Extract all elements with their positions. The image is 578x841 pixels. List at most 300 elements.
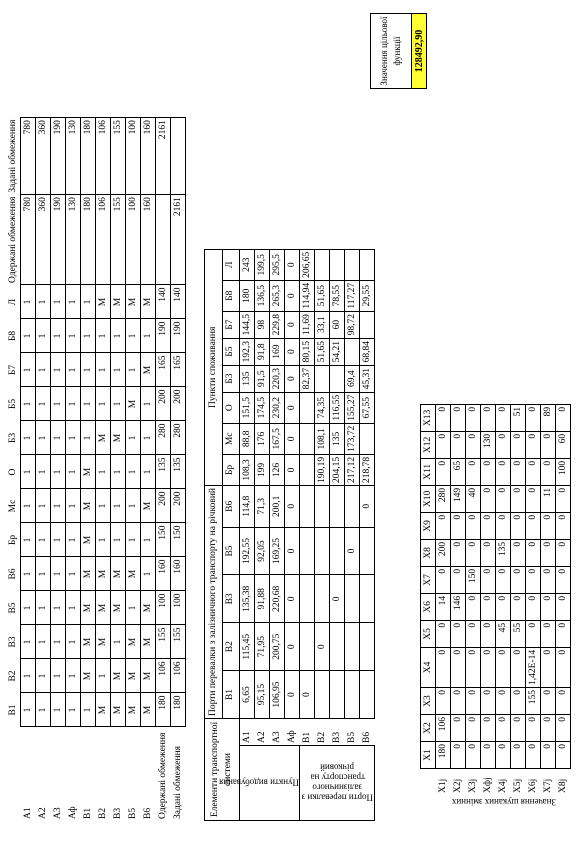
variable-value: 0 (556, 593, 571, 620)
variable-value: 0 (556, 512, 571, 539)
cost-value: 51,65 (315, 280, 330, 311)
odoverzh-row (156, 118, 171, 821)
col-header: Б8 (7, 330, 18, 342)
variable-value: 0 (496, 404, 511, 431)
col-header: X12 (421, 431, 436, 458)
col-header: Мс (7, 499, 18, 513)
cell-value: 1 (36, 319, 51, 353)
variable-value: 0 (451, 512, 466, 539)
cell-value: 1 (111, 319, 126, 353)
cost-value: 155,27 (345, 392, 360, 423)
cost-value: 180 (240, 280, 255, 311)
variable-value: 180 (436, 742, 451, 769)
odoverzh-value: 150 (156, 523, 171, 557)
odoverzh-value: 200 (156, 489, 171, 523)
cost-value: 74,35 (315, 392, 330, 423)
variable-value: 0 (481, 512, 496, 539)
row-label: B5 (346, 731, 357, 743)
cost-value: 71,95 (255, 623, 270, 671)
col-header: О (7, 468, 18, 476)
variable-value: 0 (526, 539, 541, 566)
cell-value: M (111, 591, 126, 625)
right-zadani: 360 (36, 118, 51, 195)
cost-value: 0 (285, 338, 300, 365)
cell-value: M (111, 285, 126, 319)
cell-value: 1 (66, 387, 81, 421)
cost-row (360, 249, 375, 820)
cost-value: 265,3 (270, 280, 285, 311)
cost-value: 0 (285, 575, 300, 623)
cost-value (360, 311, 375, 338)
cost-value (315, 671, 330, 719)
cost-value: 135 (240, 365, 255, 392)
cost-row (300, 249, 315, 820)
cell-value: 1 (36, 693, 51, 727)
right-zadani: 155 (111, 118, 126, 195)
cost-value: 0 (285, 527, 300, 575)
cell-value: 1 (126, 523, 141, 557)
cost-value: 0 (285, 365, 300, 392)
cost-value: 144,5 (240, 311, 255, 338)
col-header: B1 (7, 704, 18, 716)
cost-value: 69,4 (345, 365, 360, 392)
cost-value: 0 (285, 423, 300, 454)
variable-value: 0 (466, 742, 481, 769)
cell-value: 1 (51, 591, 66, 625)
variable-value: 0 (541, 566, 556, 593)
cell-value: 1 (36, 523, 51, 557)
variable-value: 0 (436, 620, 451, 647)
cell-value: 1 (126, 421, 141, 455)
cost-value: 98,72 (345, 311, 360, 338)
cell-value: 1 (21, 693, 36, 727)
row-label: B1 (82, 807, 93, 819)
col-header: X3 (421, 688, 436, 715)
cell-value: M (81, 523, 96, 557)
cost-value (345, 249, 360, 280)
variable-value: 0 (496, 593, 511, 620)
zadani-value: 150 (171, 523, 186, 557)
cell-value: M (141, 625, 156, 659)
cell-value: 1 (21, 591, 36, 625)
cell-value: 1 (141, 387, 156, 421)
cell-value: 1 (51, 557, 66, 591)
zadani-row (171, 118, 186, 821)
variable-row (496, 404, 511, 821)
cost-value (300, 623, 315, 671)
cell-value: 1 (36, 455, 51, 489)
variable-value: 0 (496, 742, 511, 769)
cost-value: 98 (255, 311, 270, 338)
zadani-value: 100 (171, 591, 186, 625)
zadani-value: 200 (171, 489, 186, 523)
ports-head: Порти перевалки з залізничного транспорту на річковий (205, 486, 223, 719)
cell-value: 1 (36, 557, 51, 591)
cell-value: M (126, 659, 141, 693)
cell-value: 1 (81, 421, 96, 455)
variable-value: 0 (511, 742, 526, 769)
row-label: X3j (467, 778, 478, 793)
cell-value: 1 (126, 489, 141, 523)
cell-value: M (126, 285, 141, 319)
cell-value: 1 (66, 421, 81, 455)
cell-value: 1 (21, 625, 36, 659)
cell-value: M (126, 557, 141, 591)
cost-value: 199,5 (255, 249, 270, 280)
variable-row (526, 404, 541, 821)
right-odoverzh: 106 (96, 195, 111, 285)
variable-row (556, 404, 571, 821)
cell-value: M (126, 625, 141, 659)
cell-value: 1 (66, 693, 81, 727)
cost-value (315, 527, 330, 575)
variable-value: 0 (451, 539, 466, 566)
cost-value: 29,55 (360, 280, 375, 311)
variable-value: 0 (451, 688, 466, 715)
cell-value: 1 (21, 353, 36, 387)
variable-value: 0 (466, 539, 481, 566)
cell-value: 1 (51, 421, 66, 455)
variable-value: 0 (466, 431, 481, 458)
cost-value: 295,5 (270, 249, 285, 280)
cost-value: 126 (270, 454, 285, 485)
variable-value: 11 (541, 485, 556, 512)
constraint-row (66, 118, 81, 821)
empty-cell (421, 769, 436, 796)
cell-value: 1 (36, 591, 51, 625)
variable-value: 0 (526, 431, 541, 458)
cost-row (270, 249, 285, 820)
objective-box (370, 13, 427, 89)
variable-value: 0 (466, 458, 481, 485)
constraint-row (81, 118, 96, 821)
col-header: X4 (421, 647, 436, 687)
odoverzh-value: 135 (156, 455, 171, 489)
variable-value: 0 (496, 715, 511, 742)
variable-value: 150 (466, 566, 481, 593)
costs-table (204, 249, 375, 821)
cell-value: 1 (36, 625, 51, 659)
cost-value: 78,55 (330, 280, 345, 311)
variable-value: 0 (481, 593, 496, 620)
variable-value: 0 (496, 485, 511, 512)
variable-value: 0 (481, 539, 496, 566)
cost-value: 71,3 (255, 486, 270, 528)
variable-value: 0 (541, 593, 556, 620)
col-header: X10 (421, 485, 436, 512)
col-header: Б3 (222, 365, 240, 392)
variable-value: 0 (511, 539, 526, 566)
cost-value: 80,15 (300, 338, 315, 365)
variable-value: 0 (436, 431, 451, 458)
variable-row (511, 404, 526, 821)
variable-row (481, 404, 496, 821)
right-zadani: 160 (141, 118, 156, 195)
cell-value: 1 (36, 421, 51, 455)
consumers-head: Пункти споживання (205, 249, 223, 485)
constraints-section (6, 117, 186, 821)
row-label: B3 (112, 807, 123, 819)
cost-value: 0 (330, 575, 345, 623)
variable-value: 89 (541, 404, 556, 431)
cost-value: 230,2 (270, 392, 285, 423)
right-zadani: 100 (126, 118, 141, 195)
cost-value (330, 623, 345, 671)
variable-value: 0 (556, 715, 571, 742)
right-head-2: Задані обмеження (7, 119, 18, 193)
cost-value (330, 249, 345, 280)
variable-value: 0 (451, 647, 466, 687)
cost-value: 117,27 (345, 280, 360, 311)
cost-value: 91,8 (255, 338, 270, 365)
variable-value: 0 (511, 431, 526, 458)
col-header: B1 (222, 671, 240, 719)
right-odoverzh: 780 (21, 195, 36, 285)
cell-value: 1 (111, 353, 126, 387)
variable-value: 0 (526, 742, 541, 769)
right-zadani: 780 (21, 118, 36, 195)
cell-value: M (96, 421, 111, 455)
col-header: X9 (421, 512, 436, 539)
cost-value: 116,55 (330, 392, 345, 423)
variable-value: 0 (481, 620, 496, 647)
variable-value: 0 (451, 620, 466, 647)
cost-value (360, 527, 375, 575)
odoverzh-value: 200 (156, 387, 171, 421)
zadani-value: 180 (171, 693, 186, 727)
variable-value: 0 (466, 404, 481, 431)
variable-value: 0 (496, 431, 511, 458)
cell-value: M (126, 387, 141, 421)
variable-value: 0 (496, 688, 511, 715)
cell-value: M (126, 693, 141, 727)
col-header: B5 (222, 527, 240, 575)
variable-value: 0 (556, 647, 571, 687)
variable-value: 0 (526, 458, 541, 485)
constraints-body (21, 118, 186, 821)
cell-value: 1 (51, 455, 66, 489)
row-label: B5 (127, 807, 138, 819)
odoverzh-value: 165 (156, 353, 171, 387)
col-header: Л (222, 249, 240, 280)
cost-value: 199 (255, 454, 270, 485)
variable-value: 0 (541, 647, 556, 687)
empty-cell (171, 118, 186, 195)
variable-value: 0 (481, 485, 496, 512)
zadani-value: 135 (171, 455, 186, 489)
variable-value: 0 (511, 688, 526, 715)
cell-value: 1 (96, 319, 111, 353)
cost-value: 200,1 (270, 486, 285, 528)
cost-value (330, 671, 345, 719)
variables-table (420, 404, 571, 821)
col-header: Бр (222, 454, 240, 485)
cell-value: 1 (126, 591, 141, 625)
row-label: B1 (301, 731, 312, 743)
variable-value: 0 (511, 458, 526, 485)
cell-value: 1 (96, 387, 111, 421)
variable-value: 55 (511, 620, 526, 647)
constraint-row (141, 118, 156, 821)
costs-head-row-1 (205, 249, 223, 820)
cell-value: 1 (111, 387, 126, 421)
cost-value: 169 (270, 338, 285, 365)
cell-value: M (81, 455, 96, 489)
cell-value: 1 (96, 455, 111, 489)
col-header: B3 (222, 575, 240, 623)
variable-value: 0 (556, 566, 571, 593)
costs-section (204, 249, 375, 821)
cost-value: 217,12 (345, 454, 360, 485)
cell-value: M (141, 285, 156, 319)
cost-value: 243 (240, 249, 255, 280)
right-zadani: 180 (81, 118, 96, 195)
cell-value: 1 (141, 557, 156, 591)
cost-value: 106,95 (270, 671, 285, 719)
cell-value: 1 (111, 489, 126, 523)
cost-value: 0 (285, 623, 300, 671)
right-odoverzh: 180 (81, 195, 96, 285)
constraint-row (21, 118, 36, 821)
row-label: A2 (37, 807, 48, 819)
col-header: X13 (421, 404, 436, 431)
cost-value: 229,8 (270, 311, 285, 338)
col-header: Бр (7, 534, 18, 546)
cost-value (315, 365, 330, 392)
variable-value: 149 (451, 485, 466, 512)
variable-value: 0 (496, 458, 511, 485)
variable-value: 0 (541, 512, 556, 539)
odoverzh-value: 155 (156, 625, 171, 659)
variable-value: 0 (556, 620, 571, 647)
variable-value: 200 (436, 539, 451, 566)
col-header: Мс (222, 423, 240, 454)
cost-value (300, 423, 315, 454)
cell-value: 1 (81, 285, 96, 319)
odoverzh-label: Одержані обмеження (157, 732, 168, 819)
row-label: B6 (361, 731, 372, 743)
cell-value: 1 (51, 319, 66, 353)
constraint-row (36, 118, 51, 821)
variable-row (451, 404, 466, 821)
variable-value: 0 (526, 566, 541, 593)
cost-value: 220,68 (270, 575, 285, 623)
total-b: 2161 (156, 118, 171, 195)
row-label: X5j (512, 778, 523, 793)
cost-value: 190,19 (315, 454, 330, 485)
cell-value: M (141, 489, 156, 523)
odoverzh-value: 140 (156, 285, 171, 319)
cell-value: 1 (21, 523, 36, 557)
cell-value: 1 (21, 421, 36, 455)
row-label: X4j (497, 778, 508, 793)
cost-value (345, 671, 360, 719)
col-header: X1 (421, 742, 436, 769)
group-label-ports: Порти перевалки з залізничного транспорту на річковий (300, 746, 375, 821)
constraint-row (96, 118, 111, 821)
variable-value: 0 (466, 647, 481, 687)
variable-value: 0 (481, 715, 496, 742)
right-odoverzh: 155 (111, 195, 126, 285)
cost-value: 0 (300, 671, 315, 719)
variable-value: 0 (556, 688, 571, 715)
elements-head: Елементи транспортної системи (205, 719, 240, 821)
cost-row (240, 249, 255, 820)
cost-value: 0 (285, 280, 300, 311)
cell-value: 1 (51, 285, 66, 319)
cost-value: 218,78 (360, 454, 375, 485)
variable-value: 155 (526, 688, 541, 715)
variable-value: 0 (541, 458, 556, 485)
cost-value: 0 (285, 392, 300, 423)
cell-value: 1 (66, 625, 81, 659)
odoverzh-value: 160 (156, 557, 171, 591)
cost-value: 91,88 (255, 575, 270, 623)
cost-value: 108,1 (315, 423, 330, 454)
cell-value: 1 (21, 455, 36, 489)
variable-value: 130 (481, 431, 496, 458)
cost-value (330, 365, 345, 392)
variable-value: 0 (436, 566, 451, 593)
cell-value: 1 (96, 353, 111, 387)
variable-value: 146 (451, 593, 466, 620)
variable-value: 60 (556, 431, 571, 458)
variable-value: 14 (436, 593, 451, 620)
variable-value: 0 (451, 404, 466, 431)
cost-value: 151,5 (240, 392, 255, 423)
cell-value: 1 (141, 421, 156, 455)
variable-value: 0 (511, 485, 526, 512)
cost-value: 0 (345, 527, 360, 575)
cell-value: 1 (66, 489, 81, 523)
cell-value: M (141, 353, 156, 387)
col-header: Б5 (222, 338, 240, 365)
variable-value: 0 (496, 566, 511, 593)
zadani-value: 200 (171, 387, 186, 421)
zadani-value: 106 (171, 659, 186, 693)
variable-value: 0 (436, 404, 451, 431)
cell-value: M (81, 625, 96, 659)
cost-value (315, 486, 330, 528)
odoverzh-value: 180 (156, 693, 171, 727)
row-label: A2 (256, 731, 267, 743)
cost-value (300, 527, 315, 575)
variable-value: 0 (481, 404, 496, 431)
cost-value: 135,38 (240, 575, 255, 623)
constraint-row (51, 118, 66, 821)
cost-value: 115,45 (240, 623, 255, 671)
cost-value (360, 249, 375, 280)
cell-value: M (141, 659, 156, 693)
row-label: X7j (542, 778, 553, 793)
cost-value (360, 671, 375, 719)
cost-value: 92,05 (255, 527, 270, 575)
cell-value: 1 (51, 523, 66, 557)
cell-value: 1 (66, 659, 81, 693)
cell-value: 1 (66, 319, 81, 353)
right-zadani: 190 (51, 118, 66, 195)
variable-value: 40 (466, 485, 481, 512)
variable-value: 0 (541, 431, 556, 458)
cell-value: 1 (81, 353, 96, 387)
cost-value: 45,31 (360, 365, 375, 392)
cell-value: M (111, 659, 126, 693)
row-label: B6 (142, 807, 153, 819)
cost-value: 173,72 (345, 423, 360, 454)
cost-value: 220,3 (270, 365, 285, 392)
cell-value: M (96, 285, 111, 319)
row-label: B3 (331, 731, 342, 743)
